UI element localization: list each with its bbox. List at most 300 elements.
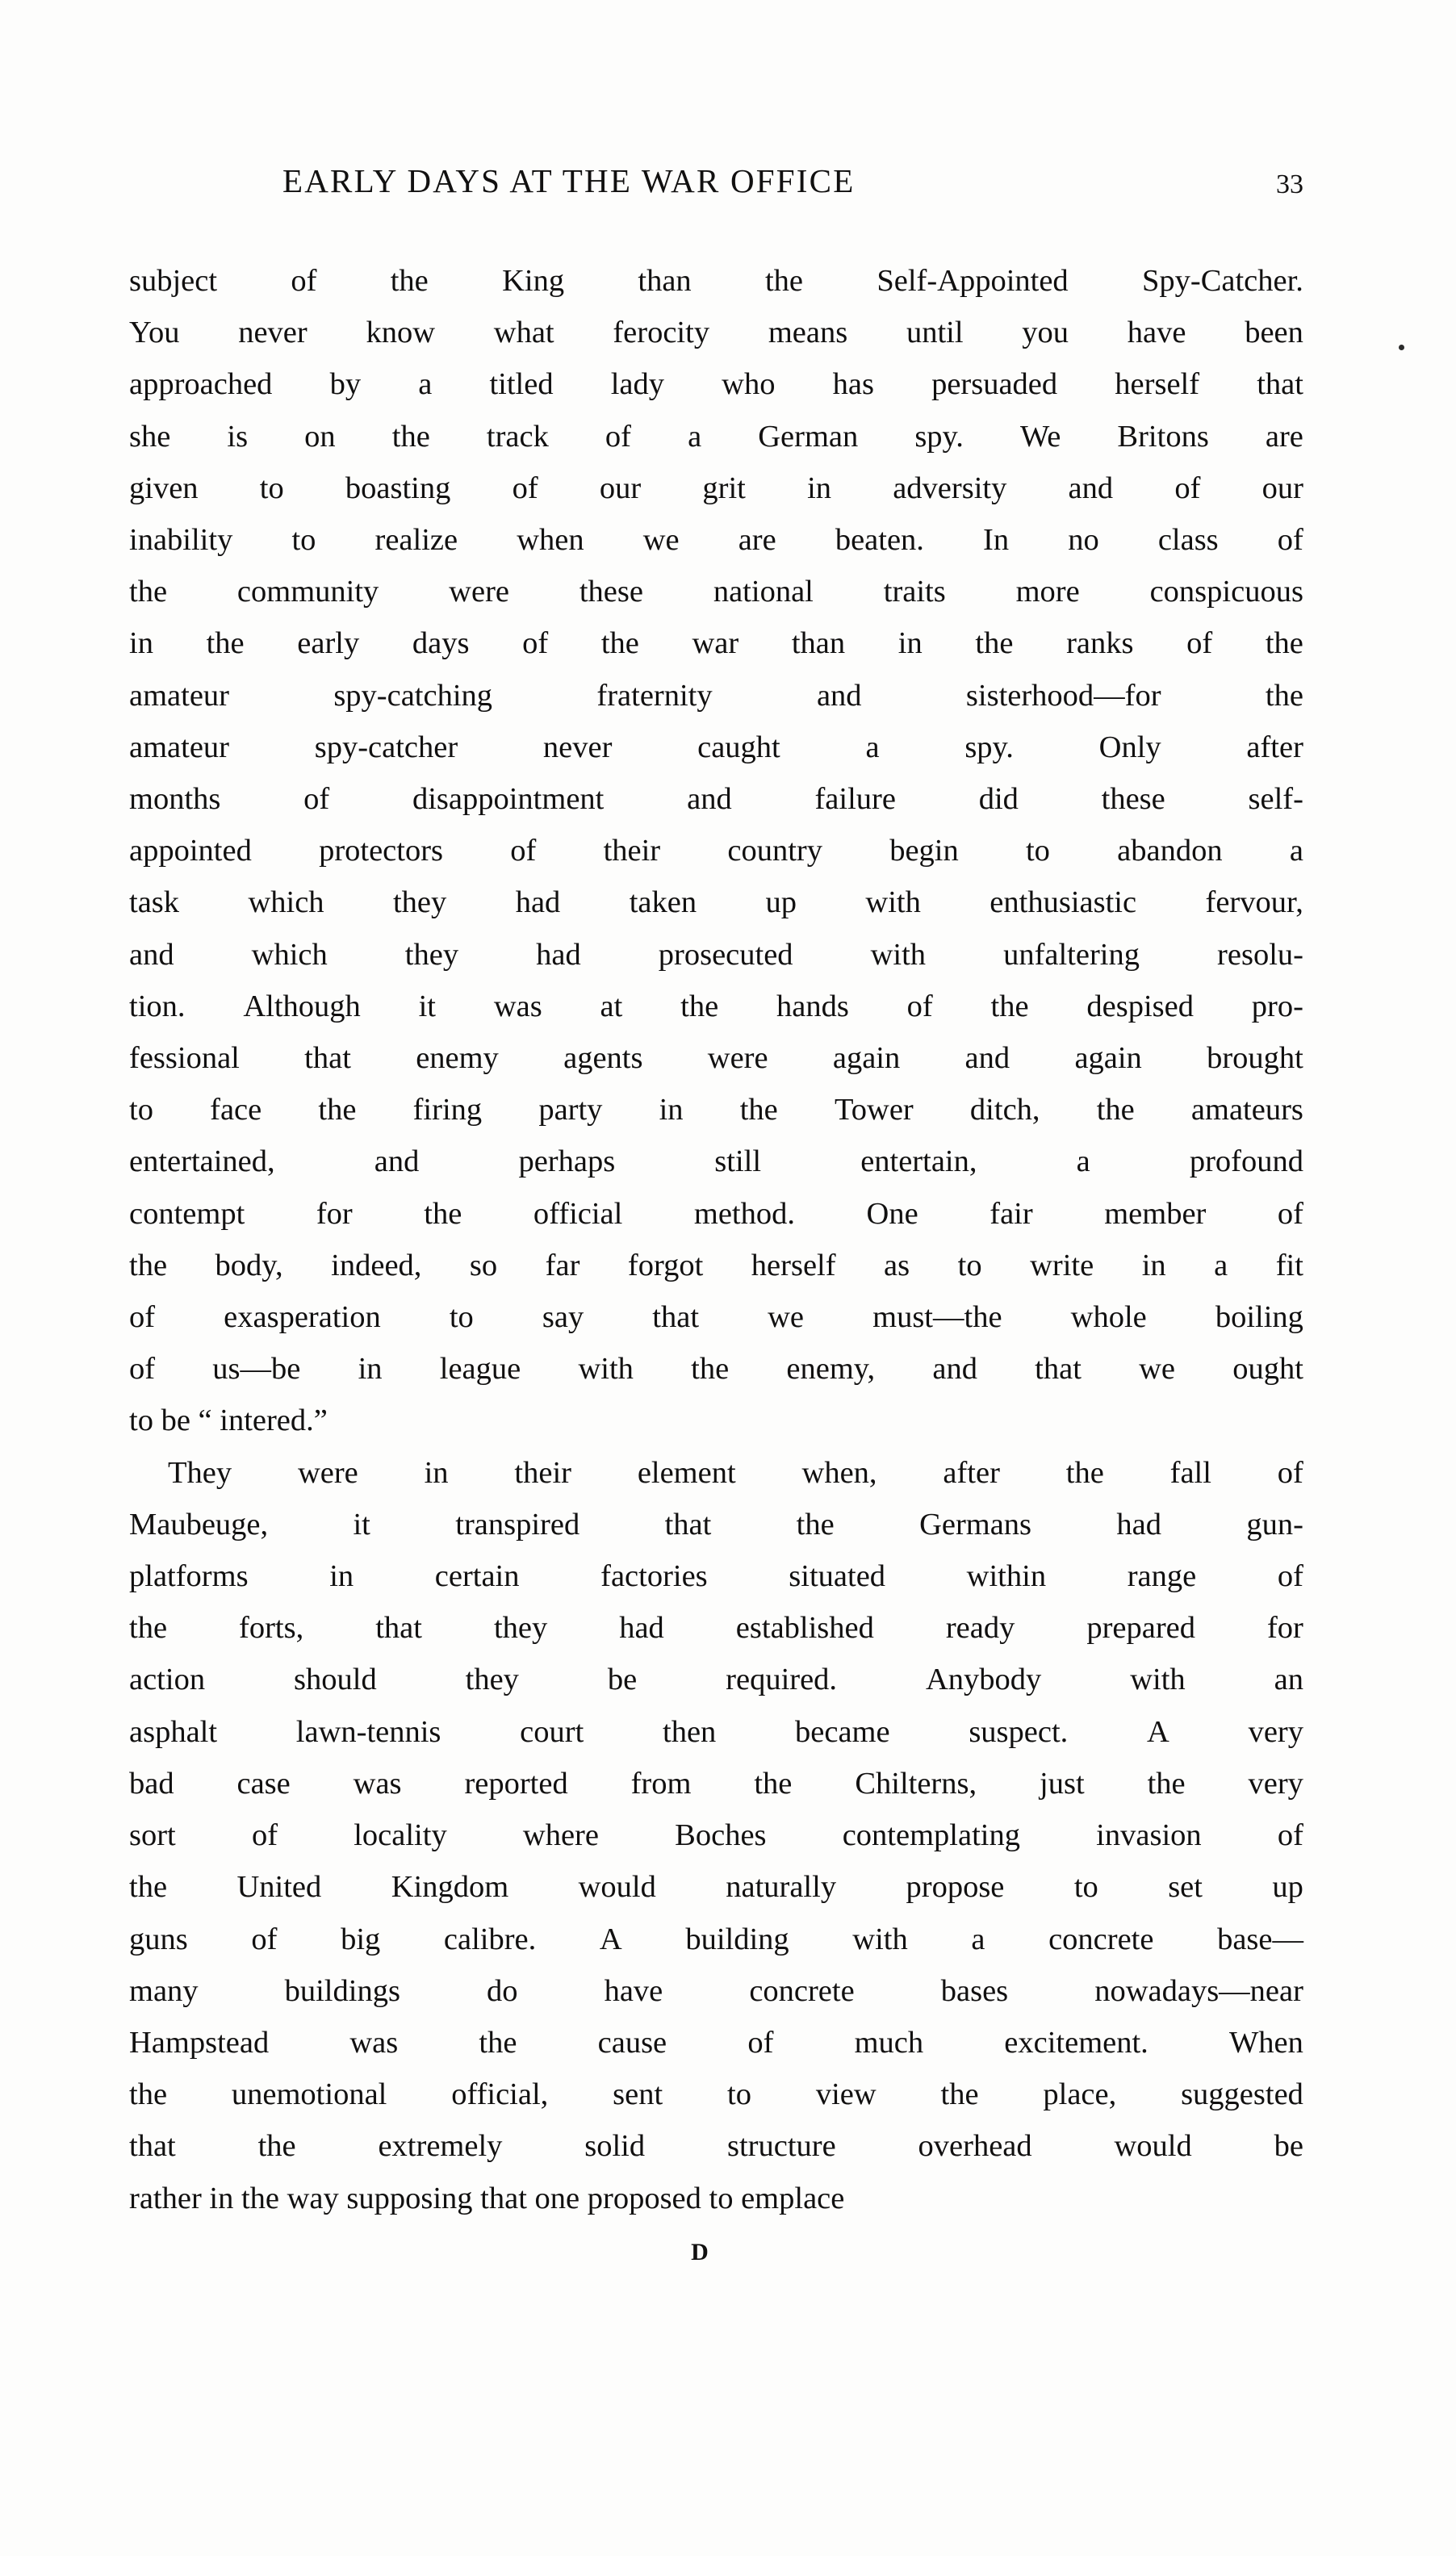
- word: the: [318, 1093, 357, 1127]
- word: amateur: [129, 678, 229, 713]
- word: boasting: [345, 471, 451, 505]
- word: when,: [801, 1455, 877, 1490]
- text-line: [129, 1447, 1303, 1499]
- word: a: [865, 730, 880, 764]
- word: excitement.: [1004, 2025, 1148, 2060]
- word: taken: [629, 885, 697, 920]
- word: task: [129, 885, 180, 920]
- word: they: [392, 885, 447, 920]
- word: Kingdom: [391, 1870, 509, 1905]
- text-line: [129, 1291, 1303, 1343]
- word: propose: [906, 1870, 1005, 1905]
- word: never: [238, 316, 308, 350]
- word: than: [791, 626, 846, 661]
- text-line: [129, 307, 1303, 358]
- word: with: [865, 885, 921, 920]
- word: and: [129, 937, 174, 972]
- word: with: [1130, 1663, 1186, 1697]
- word: of: [906, 989, 933, 1023]
- word: titled: [489, 367, 554, 402]
- text-line: [129, 1602, 1303, 1654]
- word: in: [897, 626, 923, 661]
- word: many: [129, 1973, 199, 2008]
- word: us—be: [212, 1352, 301, 1387]
- word: of: [1174, 471, 1201, 505]
- word: amateur: [129, 730, 229, 764]
- word: of: [512, 471, 538, 505]
- word: for: [1266, 1611, 1303, 1646]
- word: Germans: [919, 1507, 1032, 1542]
- text-line: [129, 2069, 1303, 2120]
- word: had: [536, 937, 581, 972]
- word: who: [722, 367, 776, 402]
- word: with: [578, 1352, 634, 1387]
- word: on: [304, 419, 336, 454]
- word: of: [251, 1818, 278, 1853]
- word: these: [579, 575, 643, 609]
- word: the: [129, 1611, 168, 1646]
- text-line: [129, 462, 1303, 514]
- word: that: [375, 1611, 422, 1646]
- word: to: [291, 523, 316, 558]
- word: structure: [726, 2129, 836, 2164]
- word: ranks: [1066, 626, 1134, 661]
- word: the: [424, 1196, 462, 1231]
- word: Anybody: [925, 1663, 1042, 1697]
- word: the: [990, 989, 1029, 1023]
- word: that: [1257, 367, 1303, 402]
- word: for: [316, 1196, 353, 1231]
- word: in: [358, 1352, 383, 1387]
- margin-speck: [1399, 345, 1404, 350]
- signature-mark: D: [691, 2238, 709, 2265]
- word: their: [603, 834, 661, 868]
- word: tion.: [129, 989, 186, 1023]
- word: the: [691, 1352, 730, 1387]
- word: of: [510, 834, 537, 868]
- word: King: [502, 264, 565, 298]
- word: beaten.: [835, 523, 924, 558]
- word: never: [542, 730, 613, 764]
- word: whole: [1070, 1300, 1147, 1335]
- page-content: [129, 161, 1303, 2266]
- word: must—the: [872, 1300, 1002, 1335]
- word: which: [251, 937, 328, 972]
- word: enemy,: [786, 1352, 876, 1387]
- word: a: [1214, 1248, 1228, 1282]
- word: no: [1068, 523, 1099, 558]
- word: an: [1274, 1663, 1303, 1697]
- running-head-title: EARLY DAYS AT THE WAR OFFICE: [282, 162, 856, 199]
- word: we: [768, 1300, 805, 1335]
- word: building: [685, 1922, 789, 1956]
- word: prepared: [1086, 1611, 1195, 1646]
- text-line: rather in the way supposing that one proposed to emplace: [129, 2181, 845, 2215]
- word: the: [1096, 1093, 1135, 1127]
- word: entertain,: [860, 1144, 977, 1179]
- word: by: [329, 367, 362, 402]
- word: overhead: [918, 2129, 1032, 2164]
- word: the: [1265, 678, 1303, 713]
- word: prosecuted: [658, 937, 793, 972]
- text-line: [129, 1809, 1303, 1861]
- word: pro-: [1251, 989, 1303, 1023]
- word: did: [978, 782, 1019, 817]
- text-line: [129, 1550, 1303, 1602]
- word: a: [1076, 1144, 1090, 1179]
- word: fair: [989, 1196, 1033, 1231]
- word: of: [1186, 626, 1213, 661]
- word: reported: [464, 1766, 568, 1801]
- word: do: [487, 1973, 518, 2008]
- text-line: [129, 876, 1303, 928]
- word: perhaps: [518, 1144, 616, 1179]
- word: just: [1040, 1766, 1085, 1801]
- word: Self-Appointed: [877, 264, 1069, 298]
- word: that: [664, 1507, 712, 1542]
- word: firing: [412, 1093, 483, 1127]
- word: to: [449, 1300, 474, 1335]
- word: court: [520, 1714, 584, 1749]
- word: our: [599, 471, 642, 505]
- word: are: [1265, 419, 1303, 454]
- word: entertained,: [129, 1144, 275, 1179]
- word: established: [735, 1611, 874, 1646]
- word: would: [1114, 2129, 1192, 2164]
- word: to: [957, 1248, 982, 1282]
- word: days: [412, 626, 470, 661]
- word: Chilterns,: [855, 1766, 977, 1801]
- word: self-: [1248, 782, 1303, 817]
- word: national: [713, 575, 814, 609]
- word: in: [659, 1093, 684, 1127]
- word: contempt: [129, 1196, 245, 1231]
- text-line: [129, 825, 1303, 876]
- word: appointed: [129, 834, 252, 868]
- word: say: [542, 1300, 584, 1335]
- word: more: [1015, 575, 1080, 609]
- text-line: [129, 566, 1303, 617]
- word: early: [297, 626, 360, 661]
- text-line: [129, 1706, 1303, 1758]
- word: they: [493, 1611, 548, 1646]
- word: the: [129, 575, 168, 609]
- word: required.: [726, 1663, 838, 1697]
- word: Tower: [834, 1093, 914, 1127]
- word: locality: [354, 1818, 447, 1853]
- word: of: [251, 1922, 278, 1956]
- text-line: [129, 773, 1303, 825]
- word: brought: [1207, 1041, 1303, 1076]
- word: from: [630, 1766, 692, 1801]
- word: nowadays—near: [1094, 1973, 1303, 2008]
- word: gun-: [1246, 1507, 1303, 1542]
- word: in: [129, 626, 153, 661]
- text-line: [129, 1861, 1303, 1913]
- word: and: [1068, 471, 1114, 505]
- text-line: [129, 1758, 1303, 1809]
- word: means: [768, 316, 848, 350]
- word: caught: [697, 730, 780, 764]
- text-line: [129, 981, 1303, 1032]
- word: with: [870, 937, 927, 972]
- word: you: [1022, 316, 1069, 350]
- word: realize: [374, 523, 458, 558]
- word: They: [168, 1455, 232, 1490]
- word: of: [1277, 1559, 1303, 1594]
- word: suggested: [1181, 2077, 1303, 2112]
- word: bad: [129, 1766, 174, 1801]
- word: a: [1289, 834, 1303, 868]
- word: lady: [610, 367, 665, 402]
- word: official,: [451, 2077, 549, 2112]
- word: herself: [751, 1248, 836, 1282]
- word: forgot: [627, 1248, 704, 1282]
- text-line: [129, 2017, 1303, 2069]
- word: spy.: [914, 419, 964, 454]
- word: Spy-Catcher.: [1141, 264, 1303, 298]
- word: solid: [584, 2129, 646, 2164]
- word: the: [754, 1766, 793, 1801]
- word: she: [129, 419, 171, 454]
- word: to: [1025, 834, 1050, 868]
- word: of: [605, 419, 631, 454]
- word: failure: [814, 782, 896, 817]
- word: far: [545, 1248, 580, 1282]
- word: face: [210, 1093, 262, 1127]
- page-header: [282, 161, 1303, 234]
- word: given: [129, 471, 199, 505]
- word: it: [418, 989, 437, 1023]
- word: has: [832, 367, 874, 402]
- word: United: [236, 1870, 322, 1905]
- text-line: [129, 255, 1303, 307]
- word: buildings: [284, 1973, 400, 2008]
- page-number: 33: [1276, 169, 1303, 199]
- word: spy-catcher: [314, 730, 458, 764]
- word: have: [1127, 316, 1186, 350]
- text-line: [129, 1240, 1303, 1291]
- word: a: [418, 367, 433, 402]
- word: When: [1228, 2025, 1303, 2060]
- word: disappointment: [412, 782, 605, 817]
- word: until: [906, 316, 964, 350]
- text-line: [129, 411, 1303, 462]
- word: unfaltering: [1003, 937, 1140, 972]
- word: despised: [1086, 989, 1194, 1023]
- word: case: [236, 1766, 291, 1801]
- word: fall: [1169, 1455, 1211, 1490]
- word: resolu-: [1217, 937, 1303, 972]
- word: and: [374, 1144, 420, 1179]
- word: base—: [1217, 1922, 1303, 1956]
- word: of: [303, 782, 330, 817]
- word: the: [390, 264, 429, 298]
- word: be: [607, 1663, 638, 1697]
- word: track: [486, 419, 549, 454]
- word: the: [129, 1248, 168, 1282]
- text-line: [129, 1188, 1303, 1240]
- word: to: [1073, 1870, 1098, 1905]
- word: action: [129, 1663, 206, 1697]
- word: You: [129, 316, 180, 350]
- word: platforms: [129, 1559, 249, 1594]
- word: war: [692, 626, 739, 661]
- word: of: [1277, 1455, 1303, 1490]
- word: method.: [693, 1196, 795, 1231]
- word: than: [638, 264, 692, 298]
- word: with: [852, 1922, 908, 1956]
- word: the: [796, 1507, 835, 1542]
- word: protectors: [319, 834, 444, 868]
- word: and: [964, 1041, 1010, 1076]
- word: herself: [1115, 367, 1200, 402]
- word: again: [832, 1041, 901, 1076]
- word: we: [642, 523, 680, 558]
- word: set: [1168, 1870, 1203, 1905]
- word: view: [815, 2077, 877, 2112]
- word: enthusiastic: [989, 885, 1137, 920]
- word: was: [353, 1766, 402, 1801]
- word: element: [637, 1455, 736, 1490]
- text-line: [129, 617, 1303, 669]
- word: the: [206, 626, 245, 661]
- word: after: [943, 1455, 1000, 1490]
- word: inability: [129, 523, 233, 558]
- body-text: [129, 255, 1303, 2266]
- word: cause: [597, 2025, 667, 2060]
- word: months: [129, 782, 221, 817]
- text-line: [129, 722, 1303, 773]
- word: exasperation: [224, 1300, 381, 1335]
- word: would: [578, 1870, 656, 1905]
- word: sort: [129, 1818, 176, 1853]
- word: spy.: [964, 730, 1014, 764]
- word: and: [816, 678, 862, 713]
- word: fervour,: [1205, 885, 1303, 920]
- word: been: [1245, 316, 1303, 350]
- word: of: [129, 1300, 156, 1335]
- word: community: [236, 575, 379, 609]
- word: lawn-tennis: [295, 1714, 441, 1749]
- word: very: [1248, 1766, 1303, 1801]
- word: of: [1277, 1818, 1303, 1853]
- word: in: [1141, 1248, 1166, 1282]
- word: much: [854, 2025, 924, 2060]
- word: situated: [789, 1559, 886, 1594]
- word: begin: [889, 834, 959, 868]
- paragraph-1: [129, 255, 1303, 1447]
- word: hands: [776, 989, 849, 1023]
- word: league: [439, 1352, 521, 1387]
- word: ought: [1232, 1352, 1303, 1387]
- word: we: [1139, 1352, 1176, 1387]
- word: subject: [129, 264, 218, 298]
- word: have: [604, 1973, 663, 2008]
- word: be: [1274, 2129, 1303, 2164]
- word: fessional: [129, 1041, 240, 1076]
- word: grit: [702, 471, 746, 505]
- word: again: [1074, 1041, 1142, 1076]
- text-line: [129, 2120, 1303, 2172]
- word: A: [1147, 1714, 1169, 1749]
- word: their: [514, 1455, 571, 1490]
- word: We: [1020, 419, 1061, 454]
- word: to: [727, 2077, 751, 2112]
- word: was: [349, 2025, 399, 2060]
- text-line: [129, 1084, 1303, 1136]
- text-line: [129, 1499, 1303, 1550]
- word: what: [493, 316, 554, 350]
- word: boiling: [1215, 1300, 1303, 1335]
- word: Although: [243, 989, 361, 1023]
- word: that: [129, 2129, 176, 2164]
- word: abandon: [1117, 834, 1223, 868]
- text-line: [129, 1343, 1303, 1395]
- word: had: [515, 885, 561, 920]
- word: had: [1116, 1507, 1161, 1542]
- word: the: [940, 2077, 979, 2112]
- text-line: [129, 1136, 1303, 1187]
- word: big: [341, 1922, 381, 1956]
- word: the: [1065, 1455, 1104, 1490]
- word: within: [966, 1559, 1047, 1594]
- word: conspicuous: [1149, 575, 1303, 609]
- word: the: [479, 2025, 517, 2060]
- word: naturally: [726, 1870, 837, 1905]
- word: the: [1147, 1766, 1186, 1801]
- word: a: [971, 1922, 985, 1956]
- word: so: [469, 1248, 498, 1282]
- word: class: [1157, 523, 1219, 558]
- word: when: [517, 523, 584, 558]
- word: after: [1246, 730, 1303, 764]
- word: One: [866, 1196, 918, 1231]
- word: approached: [129, 367, 273, 402]
- word: and: [932, 1352, 977, 1387]
- word: In: [983, 523, 1010, 558]
- word: profound: [1189, 1144, 1303, 1179]
- word: asphalt: [129, 1714, 218, 1749]
- word: still: [714, 1144, 762, 1179]
- word: sent: [613, 2077, 663, 2112]
- word: ditch,: [969, 1093, 1040, 1127]
- word: became: [795, 1714, 890, 1749]
- word: German: [758, 419, 859, 454]
- word: traits: [883, 575, 946, 609]
- word: suspect.: [969, 1714, 1069, 1749]
- word: are: [738, 523, 776, 558]
- word: these: [1101, 782, 1165, 817]
- word: they: [404, 937, 459, 972]
- text-line: to be “ intered.”: [129, 1403, 328, 1438]
- word: transpired: [455, 1507, 580, 1542]
- text-line: [129, 358, 1303, 410]
- word: agents: [563, 1041, 643, 1076]
- word: our: [1261, 471, 1303, 505]
- word: concrete: [749, 1973, 855, 2008]
- text-line: [129, 929, 1303, 981]
- word: concrete: [1048, 1922, 1154, 1956]
- word: fraternity: [596, 678, 713, 713]
- word: where: [522, 1818, 599, 1853]
- word: a: [688, 419, 702, 454]
- word: up: [1272, 1870, 1303, 1905]
- word: contemplating: [842, 1818, 1020, 1853]
- word: Britons: [1117, 419, 1209, 454]
- word: guns: [129, 1922, 188, 1956]
- word: that: [652, 1300, 700, 1335]
